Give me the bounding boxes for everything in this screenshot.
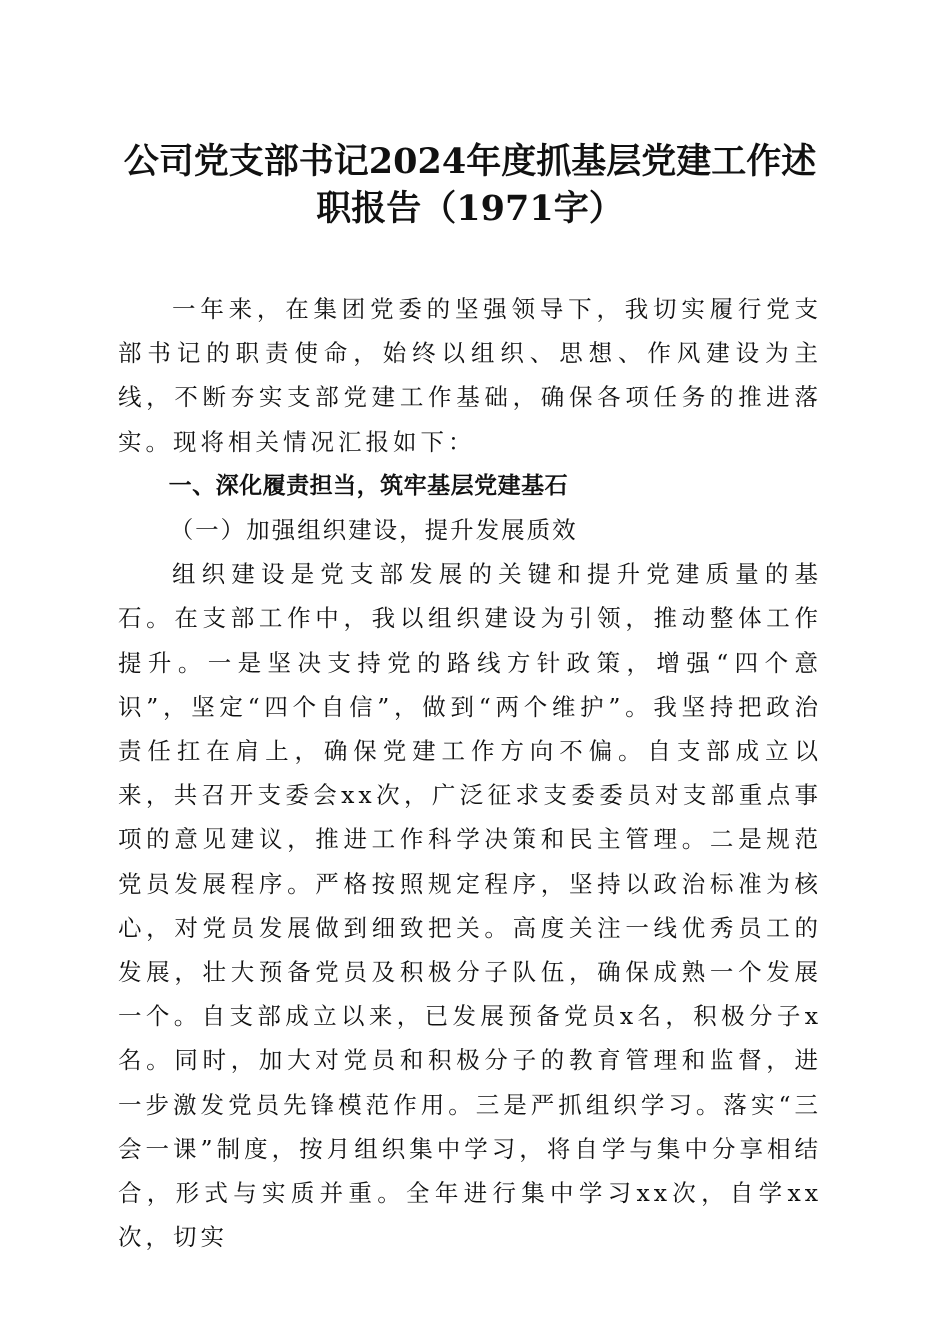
document-title [118,138,822,232]
subsection-heading: （一）加强组织建设，提升发展质效 [169,516,578,545]
title-line-1: 公司党支部书记2024年度抓基层党建工作述 [123,141,817,182]
body-paragraph: 组织建设是党支部发展的关键和提升党建质量的基石。在支部工作中，我以组织建设为引领，推动整体工作提升。一是坚决支持党的路线方针政策，增强“四个意识”，坚定“四个自信”，做到“两个维护”。我坚持把政治责任扛在肩上，确保党建工作方向不偏。自支部成立以来，共召开支委会xx次，广泛征求支委委员对支部重点事项的意见建议，推进工作科学决策和民主管理。二是规范党员发展程序。严格按照规定程序，坚持以政治标准为核心，对党员发展做到细致把关。高度关注一线优秀员工的发展，壮大预备党员及积极分子队伍，确保成熟一个发展一个。自支部成立以来，已发展预备党员x名，积极分子x名。同时，加大对党员和积极分子的教育管理和监督，进一步激发党员先锋模范作用。三是严抓组织学习。落实“三会一课”制度，按月组织集中学习，将自学与集中分享相结合，形式与实质并重。全年进行集中学习xx次，自学xx次，切实 [118,560,822,1252]
document-body [118,287,822,1259]
intro-paragraph: 一年来，在集团党委的坚强领导下，我切实履行党支部书记的职责使命，始终以组织、思想、作风建设为主线，不断夯实支部党建工作基础，确保各项任务的推进落实。现将相关情况汇报如下： [118,295,822,456]
section-heading: 一、深化履责担当，筑牢基层党建基石 [168,472,569,499]
title-line-2: 职报告（1971字） [316,188,624,229]
